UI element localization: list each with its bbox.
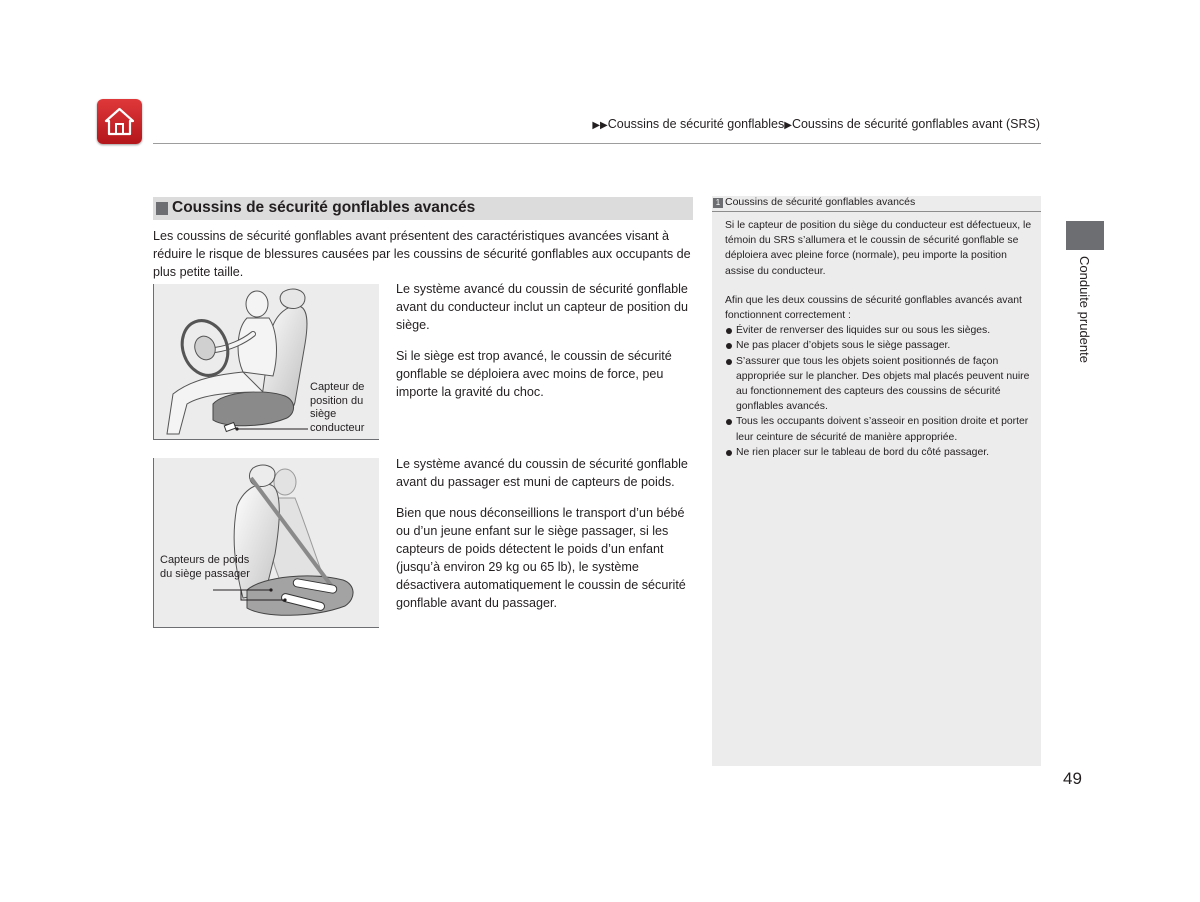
sidebar-paragraph-1: Si le capteur de position du siège du conducteur est défectueux, le témoin du SRS s’allumera et le coussin de sécurité gonflable se déploiera avec pleine force (normale), peu importe la position assise du conducteur. — [725, 220, 1032, 277]
breadcrumb-separator: ▶ — [784, 120, 792, 131]
driver-paragraph-1: Le système avancé du coussin de sécurité gonflable avant du conducteur inclut un capteur de position du siège. — [396, 282, 688, 332]
chapter-tab-label[interactable]: Conduite prudente — [1077, 256, 1092, 363]
list-item: Ne rien placer sur le tableau de bord du côté passager. — [725, 445, 1035, 460]
sidebar-note-body — [725, 218, 1035, 460]
intro-paragraph: Les coussins de sécurité gonflables avant présentent des caractéristiques avancées visant à réduire le risque de blessures causées par les coussins de sécurité gonflables aux occupants de plus petite taille. — [153, 229, 691, 279]
list-item: Tous les occupants doivent s’asseoir en position droite et porter leur ceinture de sécurité de manière appropriée. — [725, 414, 1035, 444]
passenger-paragraph-1: Le système avancé du coussin de sécurité gonflable avant du passager est muni de capteurs de poids. — [396, 457, 688, 489]
home-button[interactable] — [97, 99, 142, 144]
header-divider — [153, 143, 1041, 144]
passenger-seat-drawing — [153, 458, 379, 628]
sidebar-note-title: Coussins de sécurité gonflables avancés — [725, 196, 916, 208]
list-item: Éviter de renverser des liquides sur ou sous les sièges. — [725, 323, 1035, 338]
list-item: S’assurer que tous les objets soient positionnés de façon appropriée sur le plancher. Des objets mal placés peuvent nuire au fonctionnement des capteurs des coussins de sécurité gonflables avancés. — [725, 354, 1035, 415]
breadcrumb — [592, 117, 1040, 131]
weight-sensors-label: Capteurs de poids du siège passager — [160, 554, 250, 580]
driver-paragraph-2: Si le siège est trop avancé, le coussin de sécurité gonflable se déploiera avec moins de force, peu importe la gravité du choc. — [396, 349, 672, 399]
passenger-paragraph-2: Bien que nous déconseillions le transport d’un bébé ou d’un jeune enfant sur le siège passager, si les capteurs de poids détectent le poids d’un enfant (jusqu’à environ 29 kg ou 65 lb), le système désactivera automatiquement le coussin de sécurité gonflable avant du passager. — [396, 506, 686, 610]
sidebar-paragraph-2: Afin que les deux coussins de sécurité gonflables avancés avant fonctionnent correctement : — [725, 294, 1022, 322]
section-marker — [156, 202, 168, 215]
sidebar-note-panel — [712, 196, 1041, 766]
list-item: Ne pas placer d’objets sous le siège passager. — [725, 338, 1035, 353]
page-number: 49 — [1063, 769, 1082, 788]
passenger-seat-illustration — [153, 458, 379, 628]
section-header — [153, 197, 693, 220]
breadcrumb-arrows: ▶▶ — [592, 120, 608, 131]
section-title: Coussins de sécurité gonflables avancés — [172, 199, 476, 216]
home-icon — [103, 105, 136, 138]
seat-position-sensor-label: Capteur de position du siège conducteur — [310, 381, 365, 434]
sidebar-note-marker: 1 — [713, 198, 723, 208]
chapter-tab-marker[interactable] — [1066, 221, 1104, 250]
driver-seat-illustration — [153, 284, 379, 440]
breadcrumb-item-airbags[interactable]: Coussins de sécurité gonflables — [607, 117, 785, 131]
breadcrumb-item-front-airbags[interactable]: Coussins de sécurité gonflables avant (SRS) — [791, 117, 1040, 131]
sidebar-note-header — [712, 196, 1041, 212]
sidebar-bullet-list — [725, 323, 1035, 460]
